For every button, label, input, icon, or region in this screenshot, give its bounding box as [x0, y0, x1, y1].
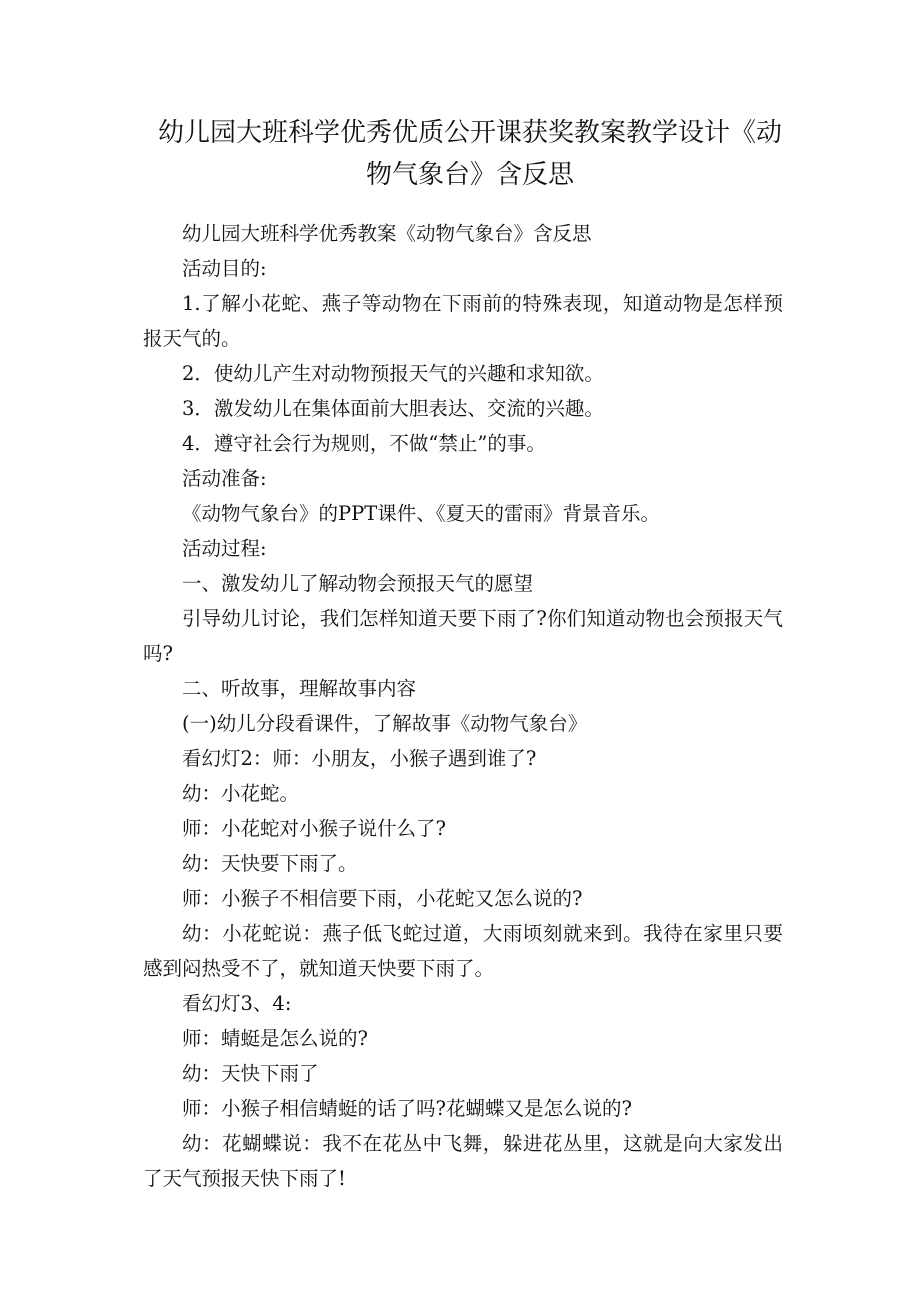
paragraph-dialogue: 幼：花蝴蝶说：我不在花丛中飞舞，躲进花丛里，这就是向大家发出了天气预报天快下雨了! — [143, 1132, 783, 1190]
document-body — [143, 216, 783, 1196]
paragraph-section-2: 二、听故事，理解故事内容 — [182, 677, 417, 700]
paragraph-dialogue: 师：小花蛇对小猴子说什么了? — [182, 817, 446, 840]
paragraph-dialogue: 看幻灯2：师：小朋友，小猴子遇到谁了? — [182, 747, 537, 770]
paragraph-dialogue: 师：小猴子不相信要下雨，小花蛇又怎么说的? — [182, 887, 583, 910]
paragraph-objectives-label: 活动目的: — [182, 257, 267, 280]
paragraph-dialogue: 幼：小花蛇说：燕子低飞蛇过道，大雨顷刻就来到。我待在家里只要感到闷热受不了，就知道天快要下雨了。 — [143, 922, 783, 980]
paragraph-section-1: 一、激发幼儿了解动物会预报天气的愿望 — [182, 572, 534, 595]
paragraph-objective-1: 1.了解小花蛇、燕子等动物在下雨前的特殊表现，知道动物是怎样预报天气的。 — [143, 292, 783, 350]
paragraph-discussion: 引导幼儿讨论，我们怎样知道天要下雨了?你们知道动物也会预报天气吗? — [143, 607, 783, 665]
paragraph-objective-2: 2．使幼儿产生对动物预报天气的兴趣和求知欲。 — [182, 362, 604, 385]
paragraph-process-label: 活动过程: — [182, 537, 267, 560]
paragraph-subsection-1: (一)幼儿分段看课件，了解故事《动物气象台》 — [182, 712, 588, 735]
paragraph-objective-4: 4．遵守社会行为规则，不做“禁止”的事。 — [182, 432, 546, 455]
paragraph-slide-label: 看幻灯3、4: — [182, 992, 292, 1015]
paragraph-heading: 幼儿园大班科学优秀教案《动物气象台》含反思 — [182, 222, 592, 245]
paragraph-dialogue: 师：小猴子相信蜻蜓的话了吗?花蝴蝶又是怎么说的? — [182, 1097, 632, 1120]
paragraph-preparation-label: 活动准备: — [182, 467, 267, 490]
paragraph-dialogue: 师：蜻蜓是怎么说的? — [182, 1027, 368, 1050]
paragraph-objective-3: 3．激发幼儿在集体面前大胆表达、交流的兴趣。 — [182, 397, 604, 420]
document-title: 幼儿园大班科学优秀优质公开课获奖教案教学设计《动物气象台》含反思 — [157, 118, 782, 190]
paragraph-preparation: 《动物气象台》的PPT课件、《夏天的雷雨》背景音乐。 — [182, 502, 660, 525]
paragraph-dialogue: 幼：天快要下雨了。 — [182, 852, 358, 875]
paragraph-dialogue: 幼：天快下雨了 — [182, 1062, 319, 1085]
paragraph-dialogue: 幼：小花蛇。 — [182, 782, 300, 805]
